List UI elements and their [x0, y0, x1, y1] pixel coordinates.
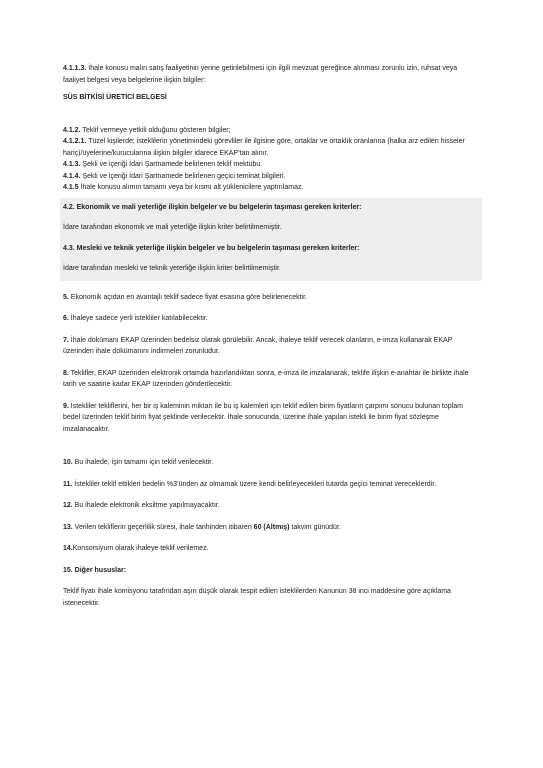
clause-text: Şekli ve içeriği İdari Şartnamede belirlenen geçici teminat bilgileri.	[80, 172, 286, 180]
clause-number: 10.	[63, 459, 73, 466]
clause-text: Konsorsiyum olarak ihaleye teklif verilemez.	[72, 545, 209, 552]
clause-text: İstekliler teklif ettikleri bedelin %3’ünden az olmamak üzere kendi belirleyecekleri tutarda geçici teminat vereceklerdir.	[72, 480, 437, 488]
clause-number: 9.	[63, 402, 69, 410]
clause-4-1-5	[63, 182, 479, 194]
clause-9	[63, 401, 479, 436]
clause-number: 4.1.5	[63, 184, 79, 191]
clause-text: Ekonomik açıdan en avantajlı teklif sadece fiyat esasına göre belirlenecektir.	[68, 293, 307, 301]
clause-number: 4.1.1.3.	[63, 65, 87, 72]
clause-number: 8.	[63, 369, 69, 377]
clause-4-1-2	[63, 125, 479, 137]
clause-number: 7.	[63, 336, 69, 344]
clause-4-3-text: İdare tarafından mesleki ve teknik yeterliğe ilişkin kriter belirtilmemiştir.	[63, 265, 281, 272]
clause-number: 11.	[63, 480, 73, 488]
clause-4-1-4	[63, 171, 479, 183]
clause-4-1-2-1	[63, 136, 479, 159]
clause-number: 4.1.3.	[63, 161, 81, 168]
clause-10	[63, 457, 479, 469]
clause-text: Şekli ve içeriği İdari Şartnamede belirlenen teklif mektubu.	[80, 161, 263, 168]
sus-bitkisi-title: SÜS BİTKİSİ ÜRETİCİ BELGESİ	[63, 94, 167, 101]
clause-15-text: Teklif fiyatı ihale komisyonu tarafından aşırı düşük olarak tespit edilen isteklilerden Kanunun 38 inci maddesine göre açıklama istenecektir.	[63, 588, 451, 607]
clause-text: İhaleye sadece yerli istekliler katılabilecektir.	[68, 315, 208, 322]
clause-4-3-heading: 4.3. Mesleki ve teknik yeterliğe ilişkin belgeler ve bu belgelerin taşıması gereken kriterler:	[63, 244, 360, 252]
clause-number: 5.	[63, 293, 69, 301]
clause-number: 12.	[63, 502, 73, 509]
clause-6	[63, 313, 479, 325]
clause-text: İstekliler tekliflerini, her bir iş kaleminin miktarı ile bu iş kalemleri için teklif edilen birim fiyatların çarpımı sonucu bulunan toplam bedel üzerinden teklif birim fiyat şeklinde verilecektir. İhale sonucunda, üzerine ihale yapılan istekli ile birim fiyat sözleşme imzalanacaktır.	[63, 402, 463, 433]
clause-text: İhale dokümanı EKAP üzerinden bedelsiz olarak görülebilir. Ancak, ihaleye teklif verecek olanların, e-imza kullanarak EKAP üzerinden ihale dokümanını indirmeleri zorunludur.	[63, 336, 453, 355]
clause-4-1-1-3	[63, 63, 479, 86]
clause-text: Bu ihalede elektronik eksiltme yapılmayacaktır.	[72, 502, 220, 509]
clause-text: İhale konusu alımın tamamı veya bir kısmı alt yüklenicilere yaptırılamaz.	[78, 184, 304, 191]
clause-number: 6.	[63, 315, 69, 322]
clause-text: Teklif vermeye yetkili olduğunu gösteren bilgiler;	[80, 126, 231, 134]
clause-4-2-text: İdare tarafından ekonomik ve mali yeterliğe ilişkin kriter belirtilmemiştir.	[63, 224, 282, 231]
clause-number: 4.1.4.	[63, 172, 81, 180]
clause-13	[63, 522, 479, 534]
clause-8	[63, 368, 479, 391]
document-content	[63, 63, 479, 609]
clause-12	[63, 500, 479, 512]
clause-5	[63, 292, 479, 304]
clause-number: 14.	[63, 545, 73, 552]
clause-4-1-3	[63, 159, 479, 171]
clause-text-post: takvim günüdür.	[289, 523, 341, 531]
clause-number: 4.1.2.1.	[63, 138, 87, 145]
clause-4-2-heading: 4.2. Ekonomik ve mali yeterliğe ilişkin belgeler ve bu belgelerin taşıması gereken kriterler:	[63, 203, 362, 211]
clause-text: Teklifler, EKAP üzerinden elektronik ortamda hazırlandıktan sonra, e-imza ile imzalanarak, teklife ilişkin e-anahtar ile birlikte ihale tarih ve saatine kadar EKAP üzerinden gönderilecektir.	[63, 369, 469, 388]
clause-number: 13.	[63, 523, 73, 531]
validity-days: 60 (Altmış)	[253, 523, 290, 531]
clause-text: Tüzel kişilerde; isteklilerin yönetimindeki görevliler ile ilgisine göre, ortaklar ve ortaklık oranlarına (halka arz edilen hisseler hariç)/üyelerine/kurucularına ilişkin bilgiler idarece EKAP’tan alınır.	[63, 138, 465, 157]
clause-text-pre: Verilen tekliflerin geçerlilik süresi, ihale tarihinden itibaren	[72, 523, 254, 531]
qualification-criteria-box	[60, 198, 482, 281]
clause-15-heading: 15. Diğer hususlar:	[63, 566, 127, 574]
clause-text: Bu ihalede, işin tamamı için teklif verilecektir.	[72, 459, 214, 466]
clause-number: 4.1.2.	[63, 126, 81, 134]
clause-11	[63, 479, 479, 491]
clause-text: İhale konusu malın satış faaliyetinin yerine getirilebilmesi için ilgili mevzuat gereğince alınması zorunlu izin, ruhsat veya faaliyet belgesi veya belgelerine ilişkin bilgiler:	[63, 65, 458, 84]
clause-7	[63, 335, 479, 358]
clause-14	[63, 543, 479, 555]
